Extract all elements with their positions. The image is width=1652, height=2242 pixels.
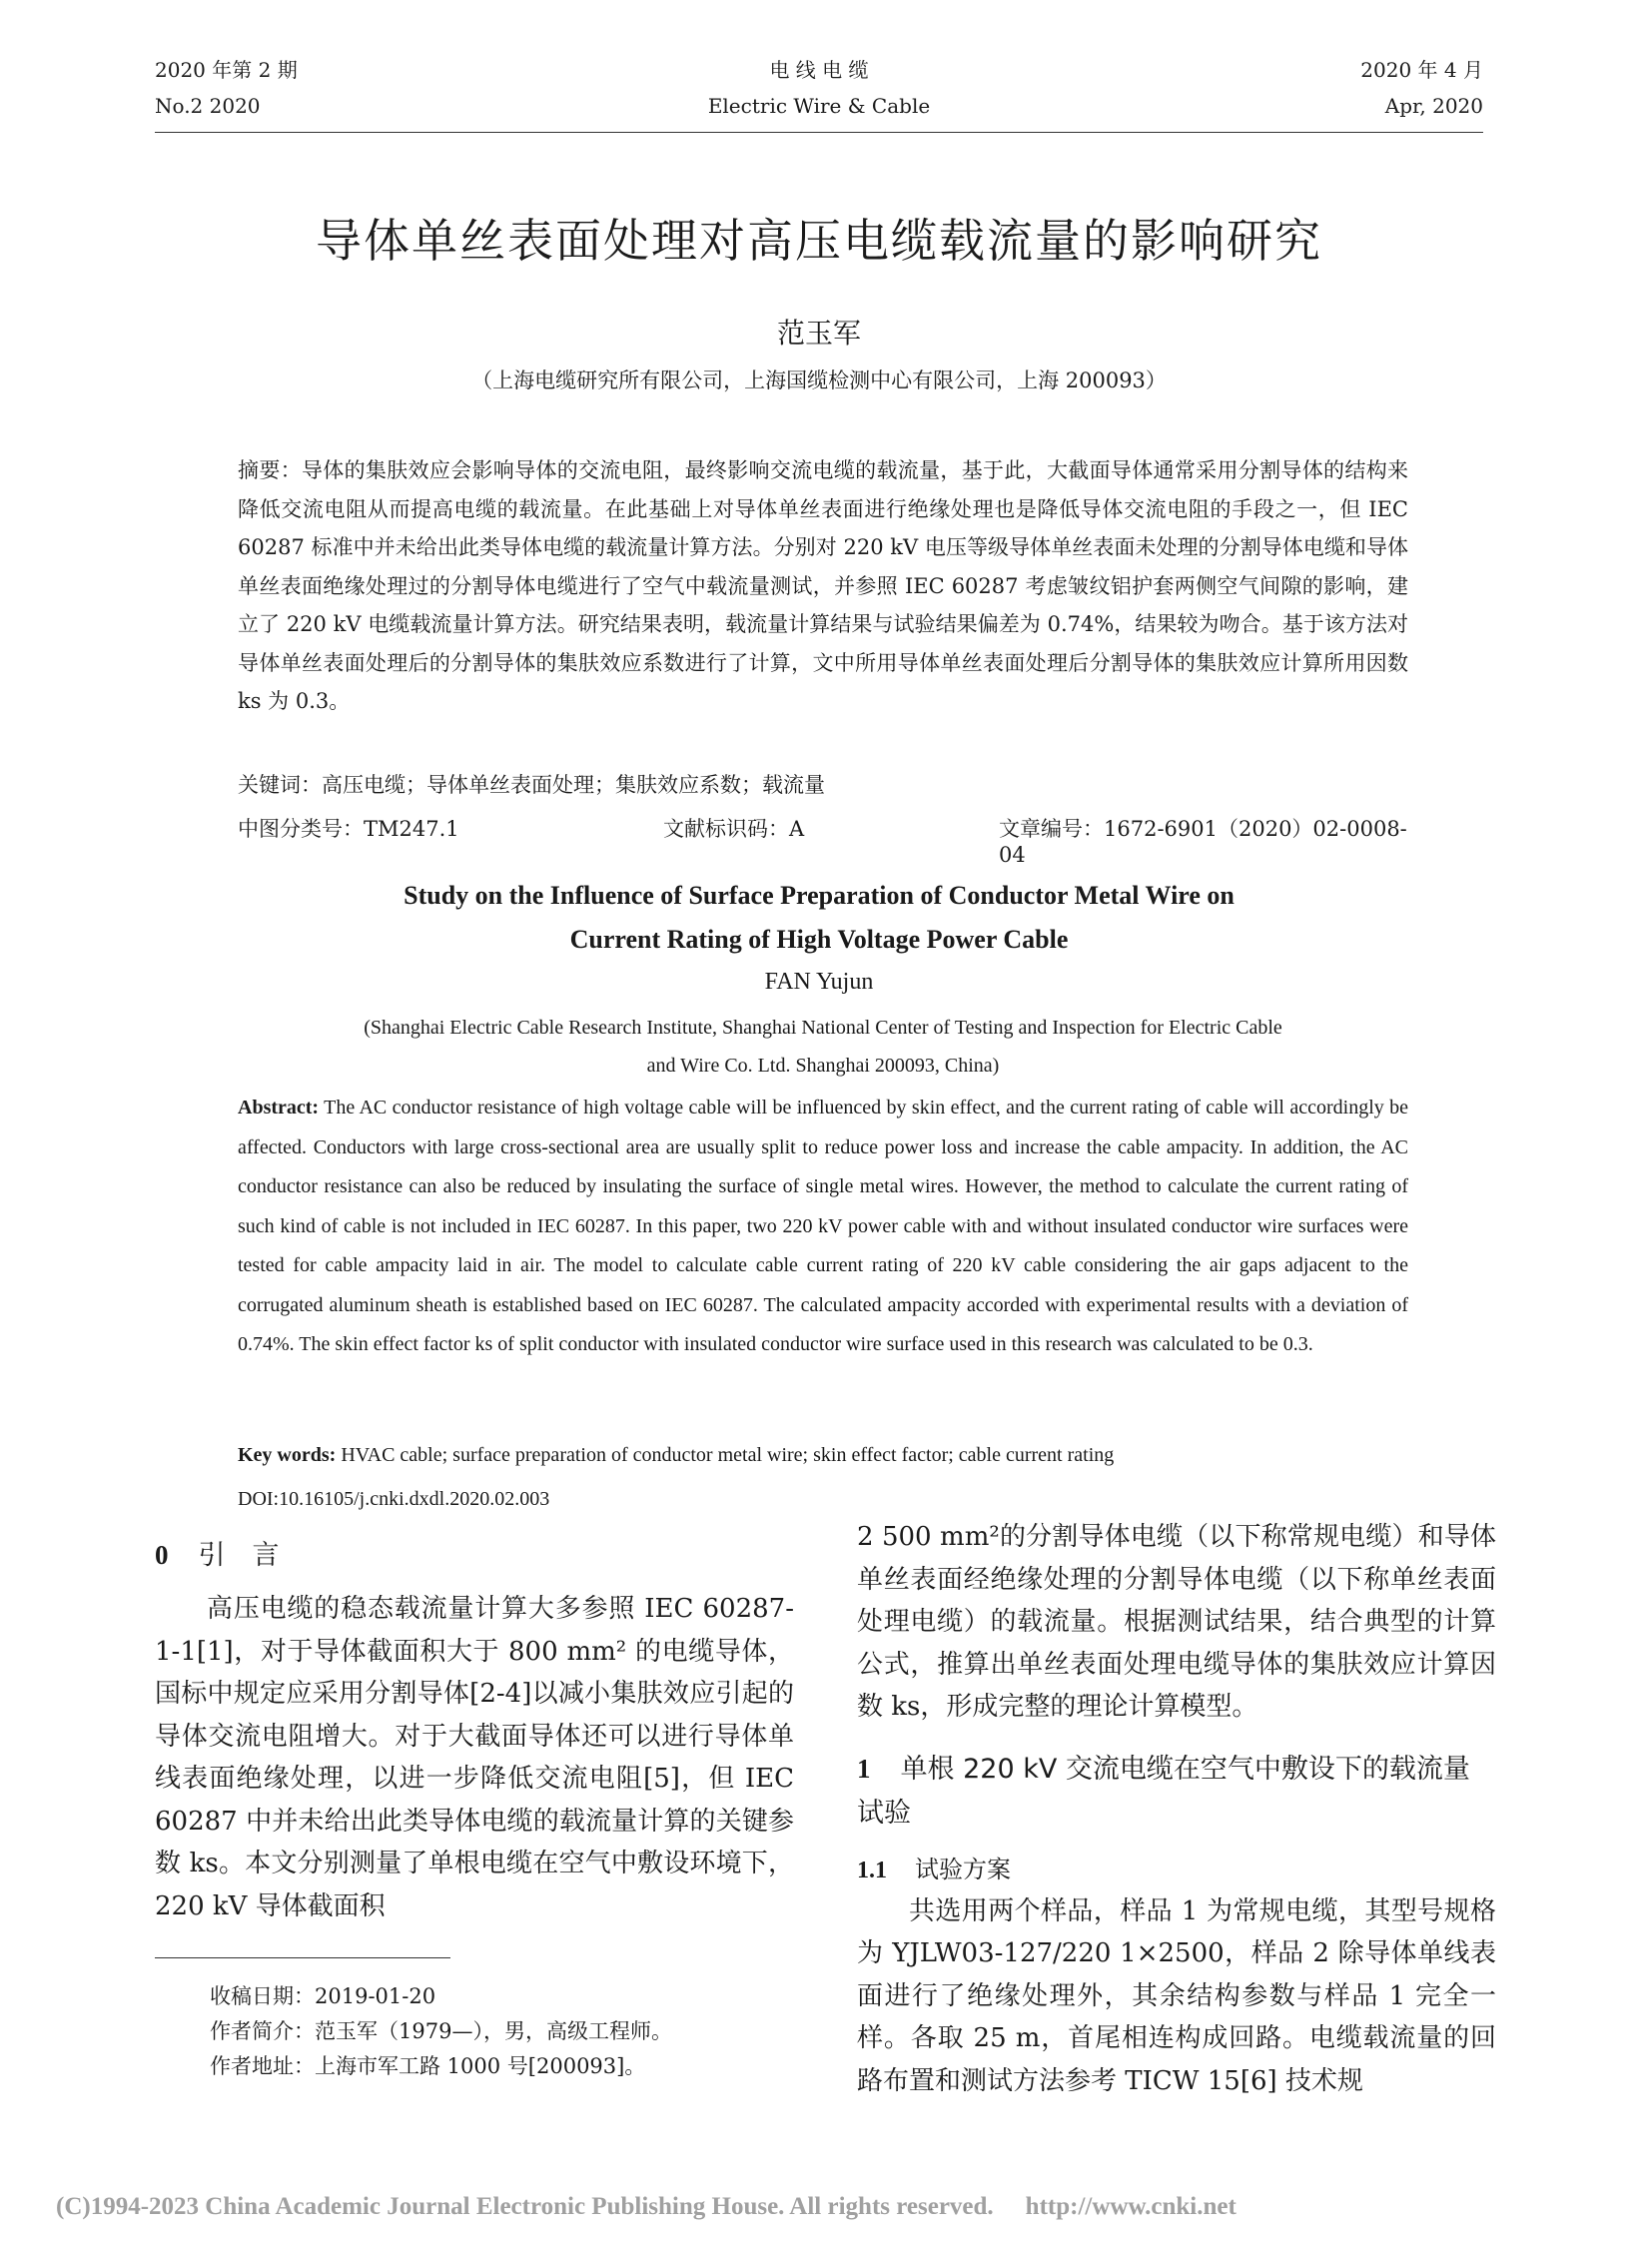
test-plan-paragraph: 共选用两个样品，样品 1 为常规电缆，其型号规格为 YJLW03-127/220 1×2500，样品 2 除导体单线表面进行了绝缘处理外，其余结构参数与样品 1 完全一样。各取 25 m，首尾相连构成回路。电缆载流量的回路布置和测试方法参考 TICW 15[6] 技术规: [857, 1895, 1496, 2096]
subsection-1-1-number: 1.1: [857, 1857, 887, 1883]
doc-value: A: [789, 817, 805, 841]
keywords-cn-text: 高压电缆；导体单丝表面处理；集肤效应系数；载流量: [322, 773, 825, 797]
footnote-divider: [155, 1957, 450, 1958]
copyright-text: (C)1994-2023 China Academic Journal Electronic Publishing House. All rights reserved.: [56, 2193, 994, 2220]
doi: DOI:10.16105/j.cnki.dxdl.2020.02.003: [238, 1488, 550, 1510]
clc-value: TM247.1: [364, 817, 459, 841]
clc-number: [238, 813, 459, 843]
english-title: [155, 874, 1483, 962]
body-right-column: [857, 1516, 1496, 2102]
keywords-en: [238, 1444, 1408, 1467]
english-author: FAN Yujun: [764, 969, 874, 995]
subsection-1-1-heading: [857, 1850, 1496, 1890]
paper-title: 导体单丝表面处理对高压电缆载流量的影响研究: [316, 214, 1322, 268]
footnote-bio: 作者简介：范玉军（1979—），男，高级工程师。: [210, 2019, 672, 2043]
header-issue-en: No.2 2020: [155, 94, 261, 118]
abstract-cn: [238, 451, 1408, 721]
art-value: 1672-6901（2020）02-0008-04: [999, 817, 1407, 867]
clc-label: 中图分类号：: [238, 817, 364, 841]
section-1-number: 1: [857, 1753, 871, 1784]
keywords-cn: [238, 769, 1408, 799]
header-date-en: Apr, 2020: [1384, 94, 1483, 118]
abstract-cn-text: 导体的集肤效应会影响导体的交流电阻，最终影响交流电缆的载流量，基于此，大截面导体通常采用分割导体的结构来降低交流电阻从而提高电缆的载流量。在此基础上对导体单丝表面进行绝缘处理也是降低导体交流电阻的手段之一，但 IEC 60287 标准中并未给出此类导体电缆的载流量计算方法。分别对 220 kV 电压等级导体单丝表面未处理的分割导体电缆和导体单丝表面绝缘处理过的分割导体电缆进行了空气中载流量测试，并参照 IEC 60287 考虑皱纹铝护套两侧空气间隙的影响，建立了 220 kV 电缆载流量计算方法。研究结果表明，载流量计算结果与试验结果偏差为 0.74%，结果较为吻合。基于该方法对导体单丝表面处理后的分割导体的集肤效应系数进行了计算，文中所用导体单丝表面处理后分割导体的集肤效应计算所用因数 ks 为 0.3。: [238, 458, 1409, 713]
running-header: [155, 52, 1483, 132]
intro-paragraph: 高压电缆的稳态载流量计算大多参照 IEC 60287-1-1[1]，对于导体截面积大于 800 mm² 的电缆导体，国标中规定应采用分割导体[2-4]以减小集肤效应引起的导体交流电阻增大。对于大截面导体还可以进行导体单线表面绝缘处理，以进一步降低交流电阻[5]，但 IEC 60287 中并未给出此类导体电缆的载流量计算的关键参数 ks。本文分别测量了单根电缆在空气中敷设环境下，220 kV 导体截面积: [155, 1594, 794, 1921]
header-issue-cn: 2020 年第 2 期: [155, 58, 298, 82]
intro-paragraph-continued: 2 500 mm²的分割导体电缆（以下称常规电缆）和导体单丝表面经绝缘处理的分割导体电缆（以下称单丝表面处理电缆）的载流量。根据测试结果，结合典型的计算公式，推算出单丝表面处理电缆导体的集肤效应计算因数 ks，形成完整的理论计算模型。: [857, 1522, 1496, 1722]
section-1-heading: [857, 1747, 1496, 1836]
doc-label: 文献标识码：: [663, 817, 789, 841]
article-meta: [238, 813, 1408, 867]
paper-affiliation: （上海电缆研究所有限公司，上海国缆检测中心有限公司，上海 200093）: [471, 369, 1167, 392]
english-title-line2: Current Rating of High Voltage Power Cable: [569, 925, 1069, 954]
copyright-footer: [56, 2193, 1494, 2221]
paper-author: 范玉军: [776, 317, 861, 350]
english-title-line1: Study on the Influence of Surface Preparation of Conductor Metal Wire on: [404, 881, 1235, 910]
footnote: [210, 1979, 769, 2084]
keywords-en-text: HVAC cable; surface preparation of conductor metal wire; skin effect factor; cable current rating: [341, 1444, 1115, 1466]
header-date-cn: 2020 年 4 月: [1360, 58, 1483, 82]
abstract-en-label: Abstract:: [238, 1097, 320, 1119]
footnote-received: 收稿日期：2019-01-20: [210, 1984, 436, 2008]
header-date: [1360, 52, 1483, 124]
keywords-cn-label: 关键词：: [238, 773, 322, 797]
english-affiliation-line1: (Shanghai Electric Cable Research Institute, Shanghai National Center of Testing and Inspection for Electric Cable: [364, 1017, 1282, 1039]
header-journal: [554, 52, 1084, 124]
header-journal-cn: 电 线 电 缆: [769, 58, 869, 82]
article-number: [999, 813, 1408, 867]
section-0-title: 引 言: [198, 1540, 280, 1571]
doc-code: [663, 813, 804, 843]
footnote-address: 作者地址：上海市军工路 1000 号[200093]。: [210, 2054, 646, 2078]
abstract-en: [238, 1089, 1408, 1365]
keywords-en-label: Key words:: [238, 1444, 337, 1466]
subsection-1-1-title: 试验方案: [915, 1855, 1011, 1883]
body-left-column: [155, 1533, 794, 1927]
english-affiliation: [238, 1009, 1408, 1085]
section-1-title: 单根 220 kV 交流电缆在空气中敷设下的载流量试验: [857, 1753, 1470, 1829]
cnki-link[interactable]: http://www.cnki.net: [1025, 2193, 1237, 2220]
section-0-number: 0: [155, 1540, 169, 1570]
abstract-en-text: The AC conductor resistance of high voltage cable will be influenced by skin effect, and the current rating of cable will accordingly be affected. Conductors with large cross-sectional area are usually split to reduce power loss and increase the cable ampacity. In addition, the AC conductor resistance can also be reduced by insulating the surface of single metal wires. However, the method to calculate the current rating of such kind of cable is not included in IEC 60287. In this paper, two 220 kV power cable with and without insulated conductor wire surfaces were tested for cable ampacity laid in air. The model to calculate cable current rating of 220 kV cable considering the air gaps adjacent to the corrugated aluminum sheath is established based on IEC 60287. The calculated ampacity accorded with experimental results with a deviation of 0.74%. The skin effect factor ks of split conductor with insulated conductor wire surface used in this research was calculated to be 0.3.: [238, 1097, 1409, 1355]
section-0-heading: [155, 1533, 794, 1578]
english-affiliation-line2: and Wire Co. Ltd. Shanghai 200093, China): [646, 1055, 1000, 1077]
header-divider: [155, 132, 1483, 133]
header-issue: [155, 52, 298, 124]
header-journal-en: Electric Wire & Cable: [707, 94, 931, 118]
abstract-cn-label: 摘要：: [238, 458, 302, 482]
art-label: 文章编号：: [999, 817, 1104, 841]
